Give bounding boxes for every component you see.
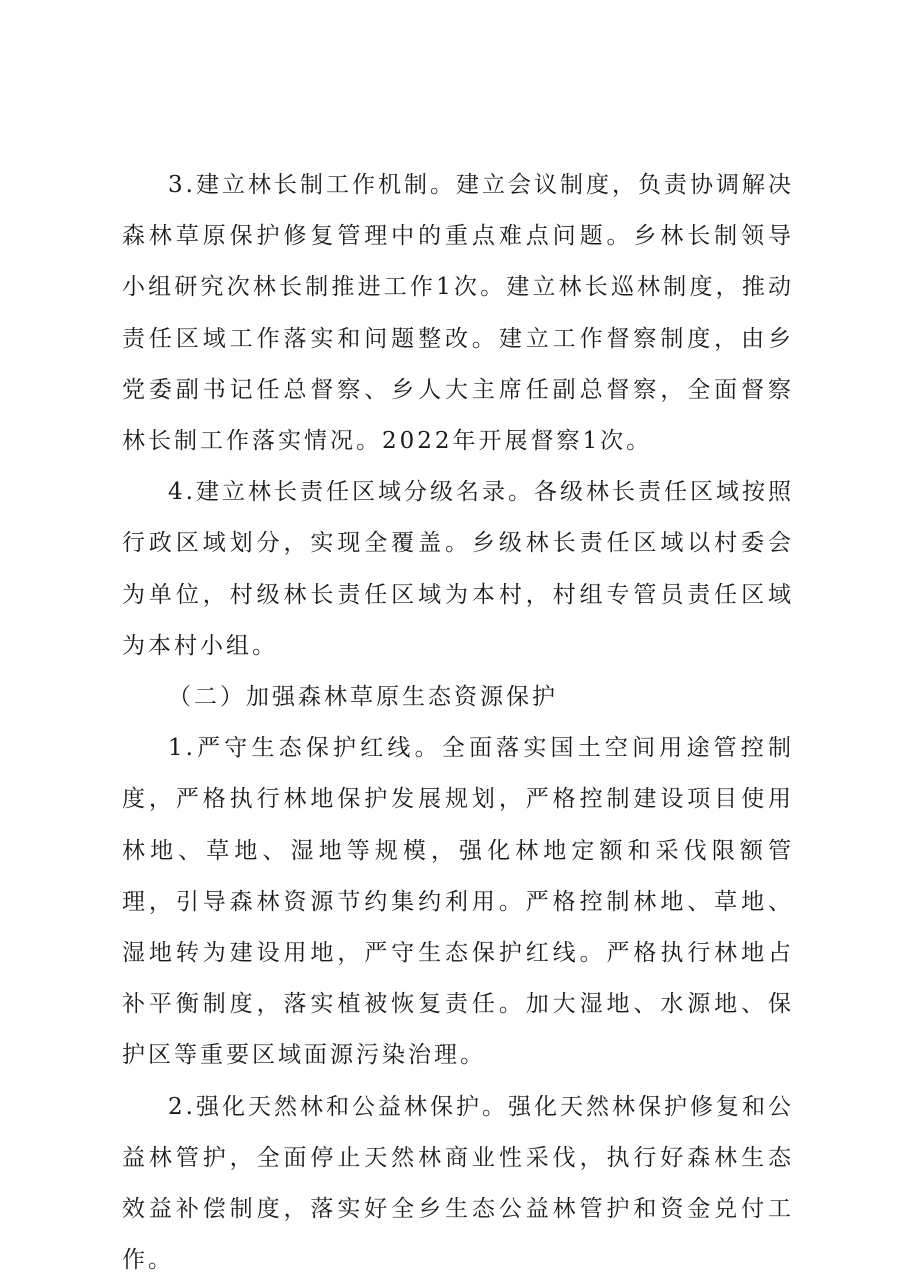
section-heading-2: （二）加强森林草原生态资源保护 <box>168 684 558 711</box>
paragraph-4-responsibility-area-list: 4.建立林长责任区域分级名录。各级林长责任区域按照行政区域划分，实现全覆盖。乡级林长责任区域以村委会为单位，村级林长责任区域为本村，村组专管员责任区域为本村小组。 <box>122 479 794 659</box>
paragraph-2-natural-forest-protection: 2.强化天然林和公益林保护。强化天然林保护修复和公益林管护，全面停止天然林商业性采伐，执行好森林生态效益补偿制度，落实好全乡生态公益林管护和资金兑付工作。 <box>122 1093 794 1274</box>
document-body <box>122 160 794 1286</box>
paragraph-3-forest-chief-mechanism: 3.建立林长制工作机制。建立会议制度，负责协调解决森林草原保护修复管理中的重点难点问题。乡林长制领导小组研究次林长制推进工作1次。建立林长巡林制度，推动责任区域工作落实和问题整改。建立工作督察制度，由乡党委副书记任总督察、乡人大主席任副总督察，全面督察林长制工作落实情况。2022年开展督察1次。 <box>122 172 794 455</box>
paragraph-1-ecological-red-line: 1.严守生态保护红线。全面落实国土空间用途管控制度，严格执行林地保护发展规划，严格控制建设项目使用林地、草地、湿地等规模，强化林地定额和采伐限额管理，引导森林资源节约集约利用。严格控制林地、草地、湿地转为建设用地，严守生态保护红线。严格执行林地占补平衡制度，落实植被恢复责任。加大湿地、水源地、保护区等重要区域面源污染治理。 <box>122 735 794 1069</box>
